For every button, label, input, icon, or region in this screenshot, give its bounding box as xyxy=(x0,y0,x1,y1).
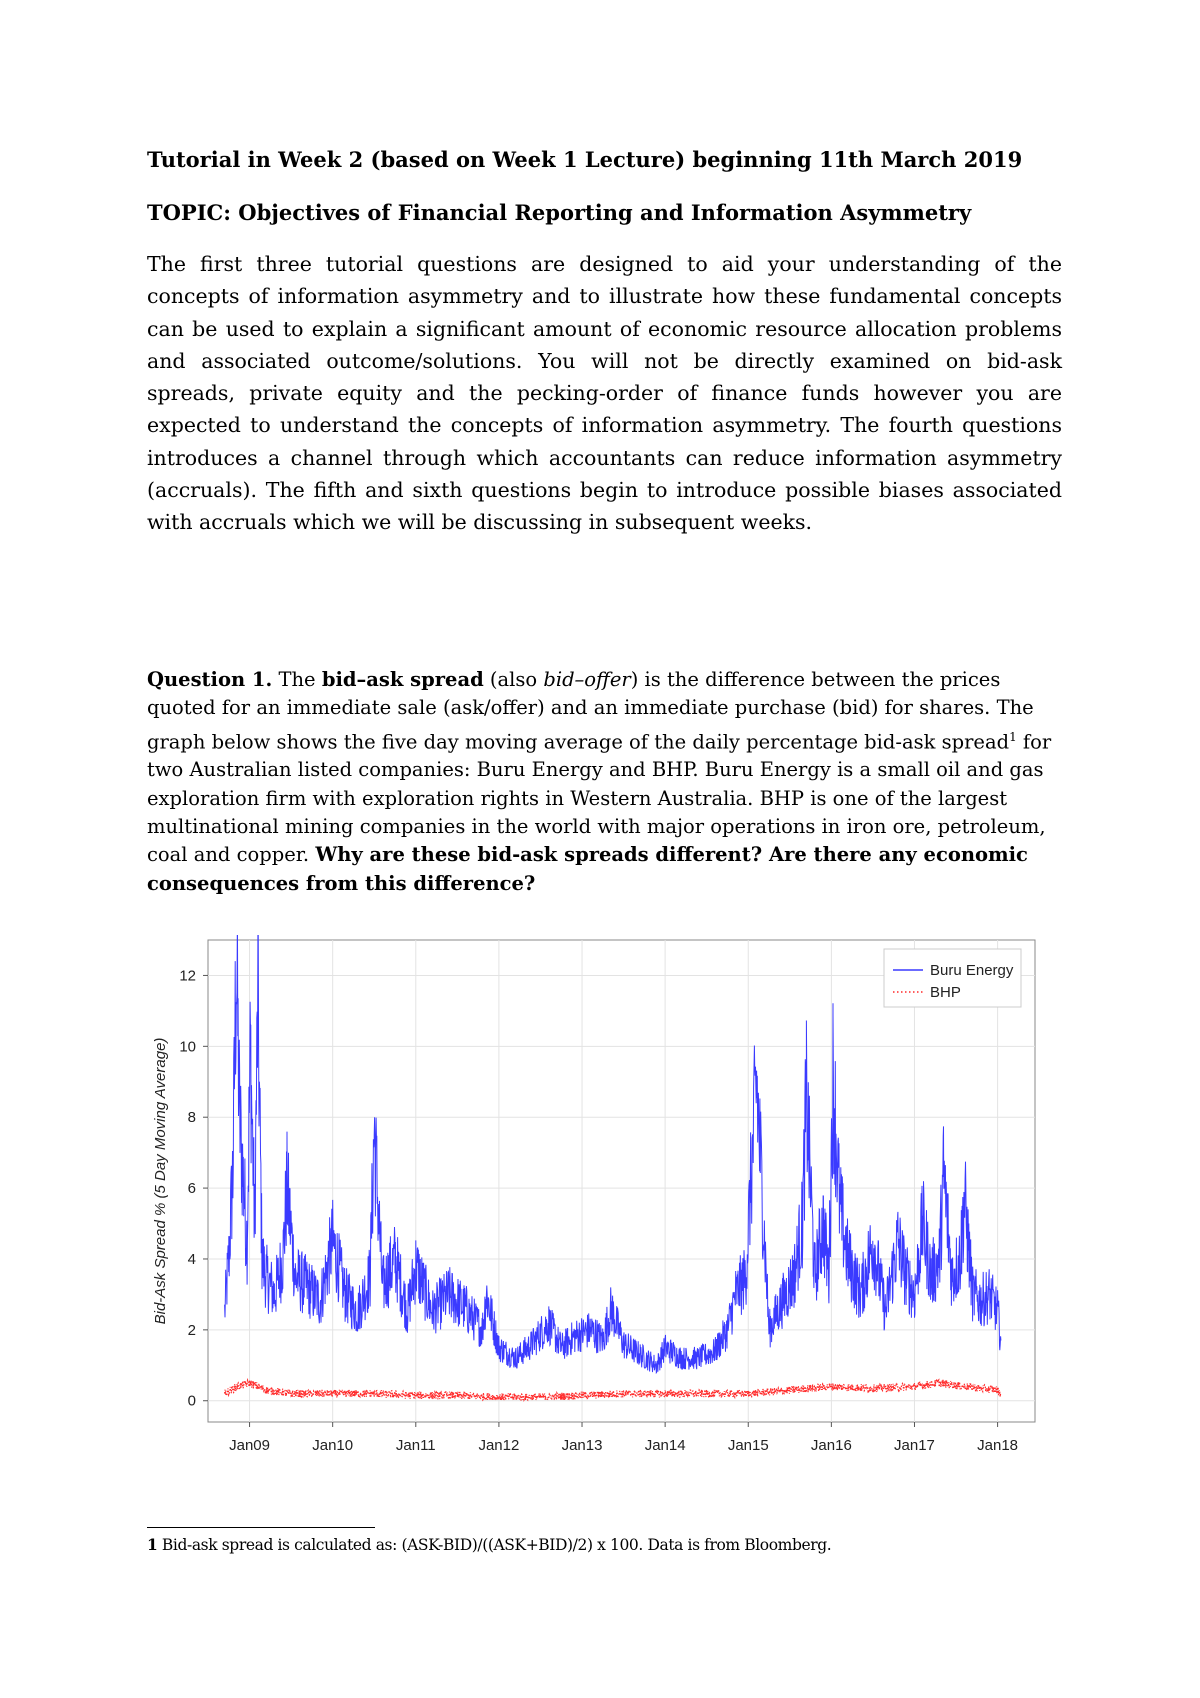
q1-question: Why are these bid-ask spreads different? Are there any economic consequences from this difference? xyxy=(147,843,1028,895)
x-axis-ticks xyxy=(229,1422,1018,1450)
y-tick-label: 12 xyxy=(179,967,196,985)
x-tick-label: Jan09 xyxy=(229,1437,270,1450)
x-tick-label: Jan11 xyxy=(395,1437,436,1450)
q1-text-3: ) is the difference between the prices quoted for an immediate sale (ask/offer) and an immediate purchase (bid) for shares. The graph below shows the five day moving average of the daily percentage bid-ask spread xyxy=(147,668,1034,754)
y-axis-label: Bid-Ask Spread % (5 Day Moving Average) xyxy=(152,1037,169,1325)
bid-ask-spread-chart xyxy=(140,935,1040,1450)
x-tick-label: Jan12 xyxy=(478,1437,520,1450)
y-tick-label: 10 xyxy=(179,1038,196,1056)
chart-legend xyxy=(884,949,1021,1007)
footnote-text: Bid-ask spread is calculated as: (ASK-BID)/((ASK+BID)/2) x 100. Data is from Bloomberg. xyxy=(157,1536,832,1554)
q1-term: bid–ask spread xyxy=(321,668,484,691)
intro-paragraph: The first three tutorial questions are designed to aid your understanding of the concepts of information asymmetry and to illustrate how these fundamental concepts can be used to explain a significant amount of economic resource allocation problems and associated outcome/solutions. You will not be directly examined on bid-ask spreads, private equity and the pecking-order of finance funds however you are expected to understand the concepts of information asymmetry. The fourth questions introduces a channel through which accountants can reduce information asymmetry (accruals). The fifth and sixth questions begin to introduce possible biases associated with accruals which we will be discussing in subsequent weeks. xyxy=(147,252,1062,535)
y-tick-label: 8 xyxy=(187,1109,196,1127)
y-tick-label: 4 xyxy=(187,1250,196,1268)
footnote-number: 1 xyxy=(147,1535,158,1554)
question-1 xyxy=(147,666,1062,898)
legend-label-bhp: BHP xyxy=(930,984,961,1001)
q1-alt-term: bid–offer xyxy=(543,668,631,691)
y-tick-label: 0 xyxy=(187,1392,196,1410)
x-tick-label: Jan16 xyxy=(810,1437,852,1450)
footnote-marker[interactable]: 1 xyxy=(1009,729,1017,744)
legend-label-buru: Buru Energy xyxy=(930,962,1014,979)
question-1-label: Question 1. xyxy=(147,668,273,691)
q1-text-2: (also xyxy=(483,668,544,691)
x-tick-label: Jan13 xyxy=(561,1437,603,1450)
y-axis-ticks xyxy=(179,967,208,1409)
y-tick-label: 6 xyxy=(187,1180,196,1198)
q1-text-1: The xyxy=(272,668,322,691)
y-tick-label: 2 xyxy=(187,1321,196,1339)
footnote-divider xyxy=(147,1527,375,1528)
x-tick-label: Jan14 xyxy=(644,1437,686,1450)
x-tick-label: Jan17 xyxy=(894,1437,935,1450)
topic-heading: TOPIC: Objectives of Financial Reporting and Information Asymmetry xyxy=(147,200,972,225)
x-tick-label: Jan18 xyxy=(977,1437,1019,1450)
x-tick-label: Jan15 xyxy=(727,1437,769,1450)
x-tick-label: Jan10 xyxy=(312,1437,354,1450)
footnote xyxy=(147,1535,831,1554)
page-heading: Tutorial in Week 2 (based on Week 1 Lecture) beginning 11th March 2019 xyxy=(147,147,1023,172)
q1-text-4: for two Australian listed companies: Buru Energy and BHP. Buru Energy is a small oil and gas exploration firm with exploration rights in Western Australia. BHP is one of the largest multinational mining companies in the world with major operations in iron ore, petroleum, coal and copper. xyxy=(147,730,1052,867)
